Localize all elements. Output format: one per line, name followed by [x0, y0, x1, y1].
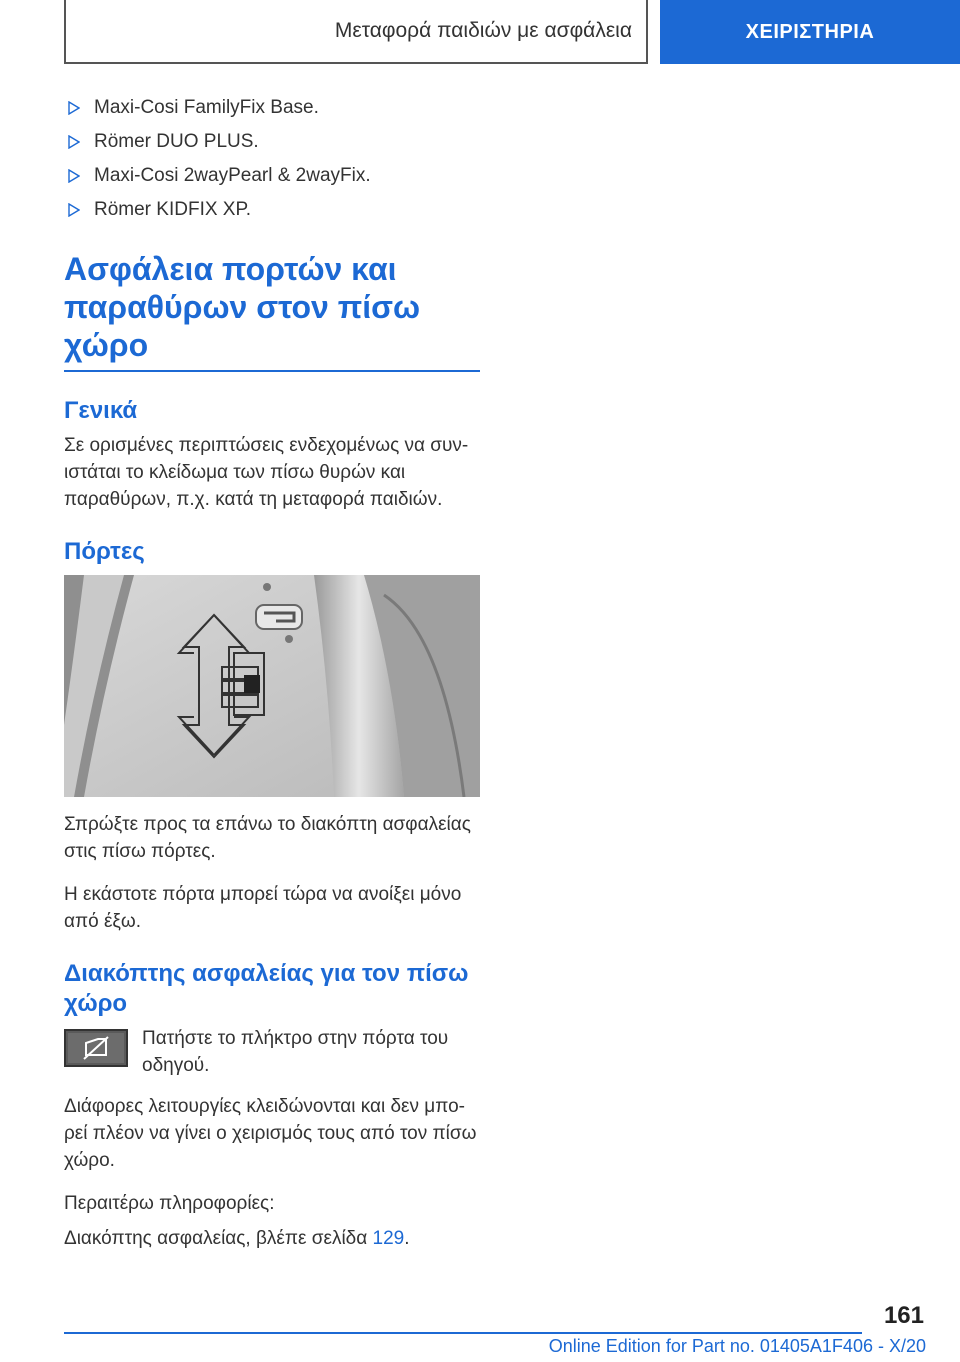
- reference-end: .: [404, 1228, 410, 1249]
- window-lock-switch-icon: [64, 1029, 128, 1067]
- list-item: [64, 198, 480, 222]
- section-title-text: Μεταφορά παιδιών με ασφάλεια: [334, 19, 632, 42]
- general-heading: Γενικά: [64, 397, 138, 424]
- door-child-lock-photo: [64, 575, 480, 797]
- header-section-title: [64, 0, 648, 64]
- general-text: Σε ορισμένες περιπτώσεις ενδεχομένως να συνιστάται το κλείδωμα των πίσω θυρών και παραθύρων, π.χ. κατά τη μεταφορά παιδιών.: [64, 435, 469, 510]
- switch-instruction: Πατήστε το πλήκτρο στην πόρτα του οδηγού.: [142, 1028, 449, 1076]
- triangle-right-icon: [68, 101, 80, 115]
- section-title: Ασφάλεια πορτών και παραθύρων στον πίσω χώρο: [64, 250, 480, 372]
- doors-text-2: Η εκάστοτε πόρτα μπορεί τώρα να ανοίξει μόνο από έξω.: [64, 884, 462, 932]
- switch-heading: Διακόπτης ασφαλείας για τον πίσω χώρο: [64, 960, 469, 1017]
- list-item: [64, 130, 480, 154]
- chapter-tab-label: ΧΕΙΡΙΣΤΗΡΙΑ: [745, 20, 875, 43]
- reference-text: Διακόπτης ασφαλείας, βλέπε σελίδα: [64, 1228, 373, 1249]
- list-item-text: Maxi-Cosi FamilyFix Base.: [94, 97, 319, 118]
- more-info: Περαιτέρω πληροφορίες:: [64, 1193, 275, 1214]
- footer-edition: Online Edition for Part no. 01405A1F406 - X/20: [548, 1336, 926, 1356]
- switch-instruction-row: [64, 1025, 480, 1079]
- reference: [64, 1225, 480, 1252]
- triangle-right-icon: [68, 203, 80, 217]
- triangle-right-icon: [68, 135, 80, 149]
- list-item-text: Römer KIDFIX XP.: [94, 199, 251, 220]
- footer-divider: [64, 1332, 862, 1334]
- doors-heading: Πόρτες: [64, 538, 145, 565]
- bullet-list: [64, 96, 480, 222]
- triangle-right-icon: [68, 169, 80, 183]
- page-link[interactable]: 129: [372, 1228, 405, 1249]
- page-number: 161: [883, 1302, 924, 1329]
- main-content: [64, 96, 480, 1268]
- chapter-tab[interactable]: [660, 0, 960, 64]
- list-item: [64, 164, 480, 188]
- switch-text: Διάφορες λειτουργίες κλειδώνονται και δεν μπορεί πλέον να γίνει ο χειρισμός τους από τον πίσω χώρο.: [64, 1096, 477, 1171]
- doors-text-1: Σπρώξτε προς τα επάνω το διακόπτη ασφαλείας στις πίσω πόρτες.: [64, 814, 471, 862]
- list-item-text: Maxi-Cosi 2wayPearl & 2wayFix.: [94, 165, 371, 186]
- list-item: [64, 96, 480, 120]
- list-item-text: Römer DUO PLUS.: [94, 131, 259, 152]
